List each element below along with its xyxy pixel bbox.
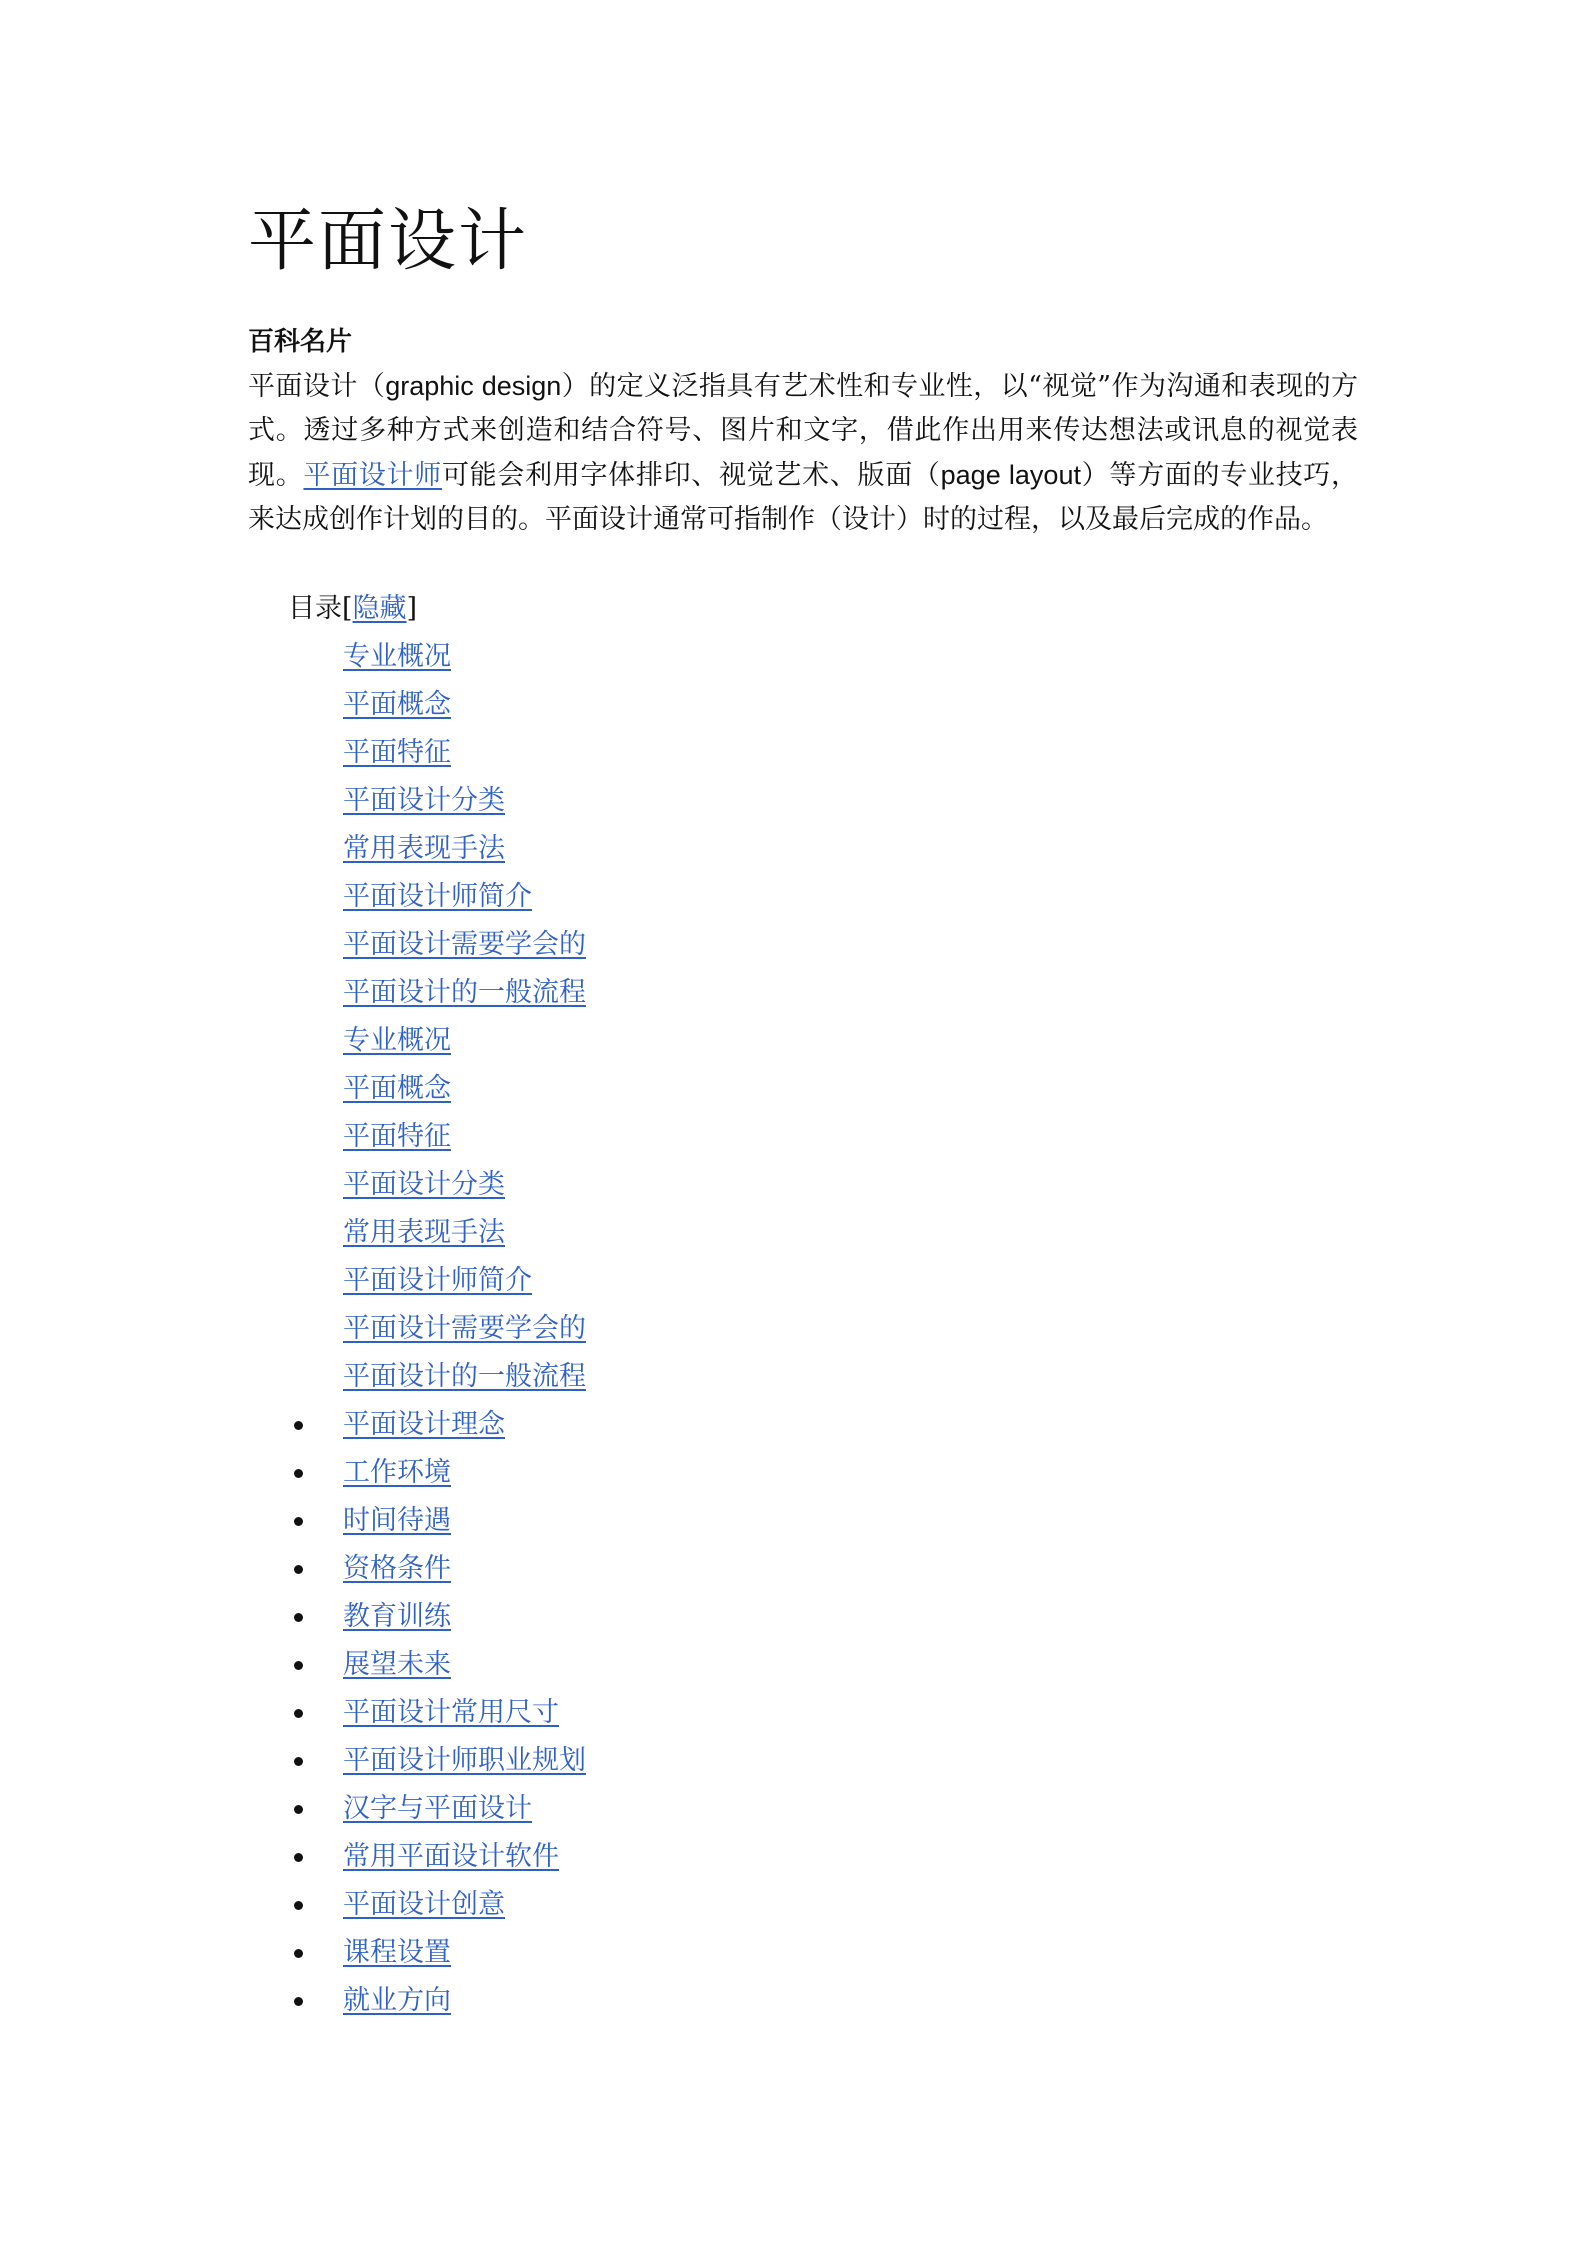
toc-link[interactable]: 专业概况 bbox=[343, 641, 451, 672]
toc-item bbox=[288, 825, 988, 873]
toc-header bbox=[288, 585, 988, 633]
toc-item bbox=[288, 777, 988, 825]
toc-bullet-item bbox=[288, 1449, 988, 1497]
toc-link[interactable]: 平面设计需要学会的 bbox=[343, 1313, 586, 1344]
toc-hide-link[interactable]: 隐藏 bbox=[352, 593, 407, 624]
bullet-icon bbox=[294, 1757, 303, 1766]
intro-paragraph bbox=[248, 364, 1358, 542]
toc-bullet-item bbox=[288, 1737, 988, 1785]
toc-link[interactable]: 专业概况 bbox=[343, 1025, 451, 1056]
bullet-icon bbox=[294, 1805, 303, 1814]
intro-text-3: ）的定义泛指具有艺术性和专业性，以“视觉”作为沟通和表现的方式。透过多种方式来创造和结合符号、图片和文字，借此作出用来传达想法或讯息的视觉表现。 bbox=[248, 371, 1359, 491]
toc-bullet-item bbox=[288, 1689, 988, 1737]
toc-link[interactable]: 平面特征 bbox=[343, 1121, 451, 1152]
bullet-icon bbox=[294, 1661, 303, 1670]
toc-bullet-link[interactable]: 展望未来 bbox=[343, 1649, 451, 1680]
toc-label: 目录 bbox=[288, 593, 342, 624]
toc-bullet-link[interactable]: 平面设计创意 bbox=[343, 1889, 505, 1920]
toc-link[interactable]: 平面概念 bbox=[343, 689, 451, 720]
toc-link[interactable]: 平面概念 bbox=[343, 1073, 451, 1104]
toc-bullet-item bbox=[288, 1881, 988, 1929]
toc-bullet-link[interactable]: 平面设计师职业规划 bbox=[343, 1745, 586, 1776]
bullet-icon bbox=[294, 1469, 303, 1478]
toc-bullet-link[interactable]: 常用平面设计软件 bbox=[343, 1841, 559, 1872]
toc-link[interactable]: 平面设计的一般流程 bbox=[343, 977, 586, 1008]
toc-bracket-open: [ bbox=[342, 593, 353, 624]
intro-text-5: page layout bbox=[940, 460, 1081, 490]
toc-item bbox=[288, 1065, 988, 1113]
toc-bullet-item bbox=[288, 1497, 988, 1545]
toc-item bbox=[288, 1257, 988, 1305]
toc-link[interactable]: 常用表现手法 bbox=[343, 1217, 505, 1248]
toc-link[interactable]: 平面设计师简介 bbox=[343, 881, 532, 912]
toc-bullet-item bbox=[288, 1833, 988, 1881]
intro-text-1: 平面设计（ bbox=[248, 371, 386, 402]
toc-bullet-link[interactable]: 工作环境 bbox=[343, 1457, 451, 1488]
toc-bullet-link[interactable]: 资格条件 bbox=[343, 1553, 451, 1584]
intro-text-6: ）等方面的专业技巧，来达成创作计划的目的。平面设计通常可指制作（设计）时的过程，以及最后完成的作品。 bbox=[248, 460, 1359, 535]
toc-item bbox=[288, 1161, 988, 1209]
toc-item bbox=[288, 1353, 988, 1401]
toc-bullet-item bbox=[288, 1785, 988, 1833]
toc-bullet-item bbox=[288, 1545, 988, 1593]
toc-item bbox=[288, 1209, 988, 1257]
toc-link[interactable]: 平面设计分类 bbox=[343, 1169, 505, 1200]
toc-item bbox=[288, 633, 988, 681]
table-of-contents bbox=[288, 585, 988, 2025]
toc-link[interactable]: 平面特征 bbox=[343, 737, 451, 768]
toc-bullet-item bbox=[288, 1977, 988, 2025]
bullet-icon bbox=[294, 1997, 303, 2006]
bullet-icon bbox=[294, 1709, 303, 1718]
toc-bullet-link[interactable]: 平面设计理念 bbox=[343, 1409, 505, 1440]
toc-link[interactable]: 平面设计分类 bbox=[343, 785, 505, 816]
bullet-icon bbox=[294, 1853, 303, 1862]
encyclopedia-card-heading: 百科名片 bbox=[248, 327, 353, 357]
graphic-designer-link[interactable]: 平面设计师 bbox=[303, 460, 442, 491]
bullet-icon bbox=[294, 1517, 303, 1526]
toc-bullet-item bbox=[288, 1929, 988, 1977]
toc-bullet-item bbox=[288, 1401, 988, 1449]
toc-link[interactable]: 平面设计师简介 bbox=[343, 1265, 532, 1296]
toc-item bbox=[288, 1305, 988, 1353]
bullet-icon bbox=[294, 1565, 303, 1574]
toc-item bbox=[288, 1113, 988, 1161]
toc-link[interactable]: 常用表现手法 bbox=[343, 833, 505, 864]
bullet-icon bbox=[294, 1901, 303, 1910]
toc-item bbox=[288, 873, 988, 921]
toc-bullet-link[interactable]: 教育训练 bbox=[343, 1601, 451, 1632]
toc-item bbox=[288, 969, 988, 1017]
toc-link[interactable]: 平面设计需要学会的 bbox=[343, 929, 586, 960]
page-title: 平面设计 bbox=[248, 202, 529, 281]
toc-bullet-link[interactable]: 就业方向 bbox=[343, 1985, 451, 2016]
toc-item bbox=[288, 1017, 988, 1065]
toc-item bbox=[288, 729, 988, 777]
intro-text-4: 可能会利用字体排印、视觉艺术、版面（ bbox=[441, 460, 941, 491]
toc-item bbox=[288, 921, 988, 969]
bullet-icon bbox=[294, 1949, 303, 1958]
toc-bullet-item bbox=[288, 1641, 988, 1689]
bullet-icon bbox=[294, 1613, 303, 1622]
toc-bullet-link[interactable]: 平面设计常用尺寸 bbox=[343, 1697, 559, 1728]
toc-bullet-link[interactable]: 时间待遇 bbox=[343, 1505, 451, 1536]
toc-bullet-link[interactable]: 汉字与平面设计 bbox=[343, 1793, 532, 1824]
toc-item bbox=[288, 681, 988, 729]
toc-bullet-link[interactable]: 课程设置 bbox=[343, 1937, 451, 1968]
toc-bullet-item bbox=[288, 1593, 988, 1641]
toc-list bbox=[288, 633, 988, 2025]
toc-link[interactable]: 平面设计的一般流程 bbox=[343, 1361, 586, 1392]
toc-bracket-close: ] bbox=[406, 593, 418, 624]
bullet-icon bbox=[294, 1421, 303, 1430]
intro-text-2: graphic design bbox=[385, 371, 562, 401]
